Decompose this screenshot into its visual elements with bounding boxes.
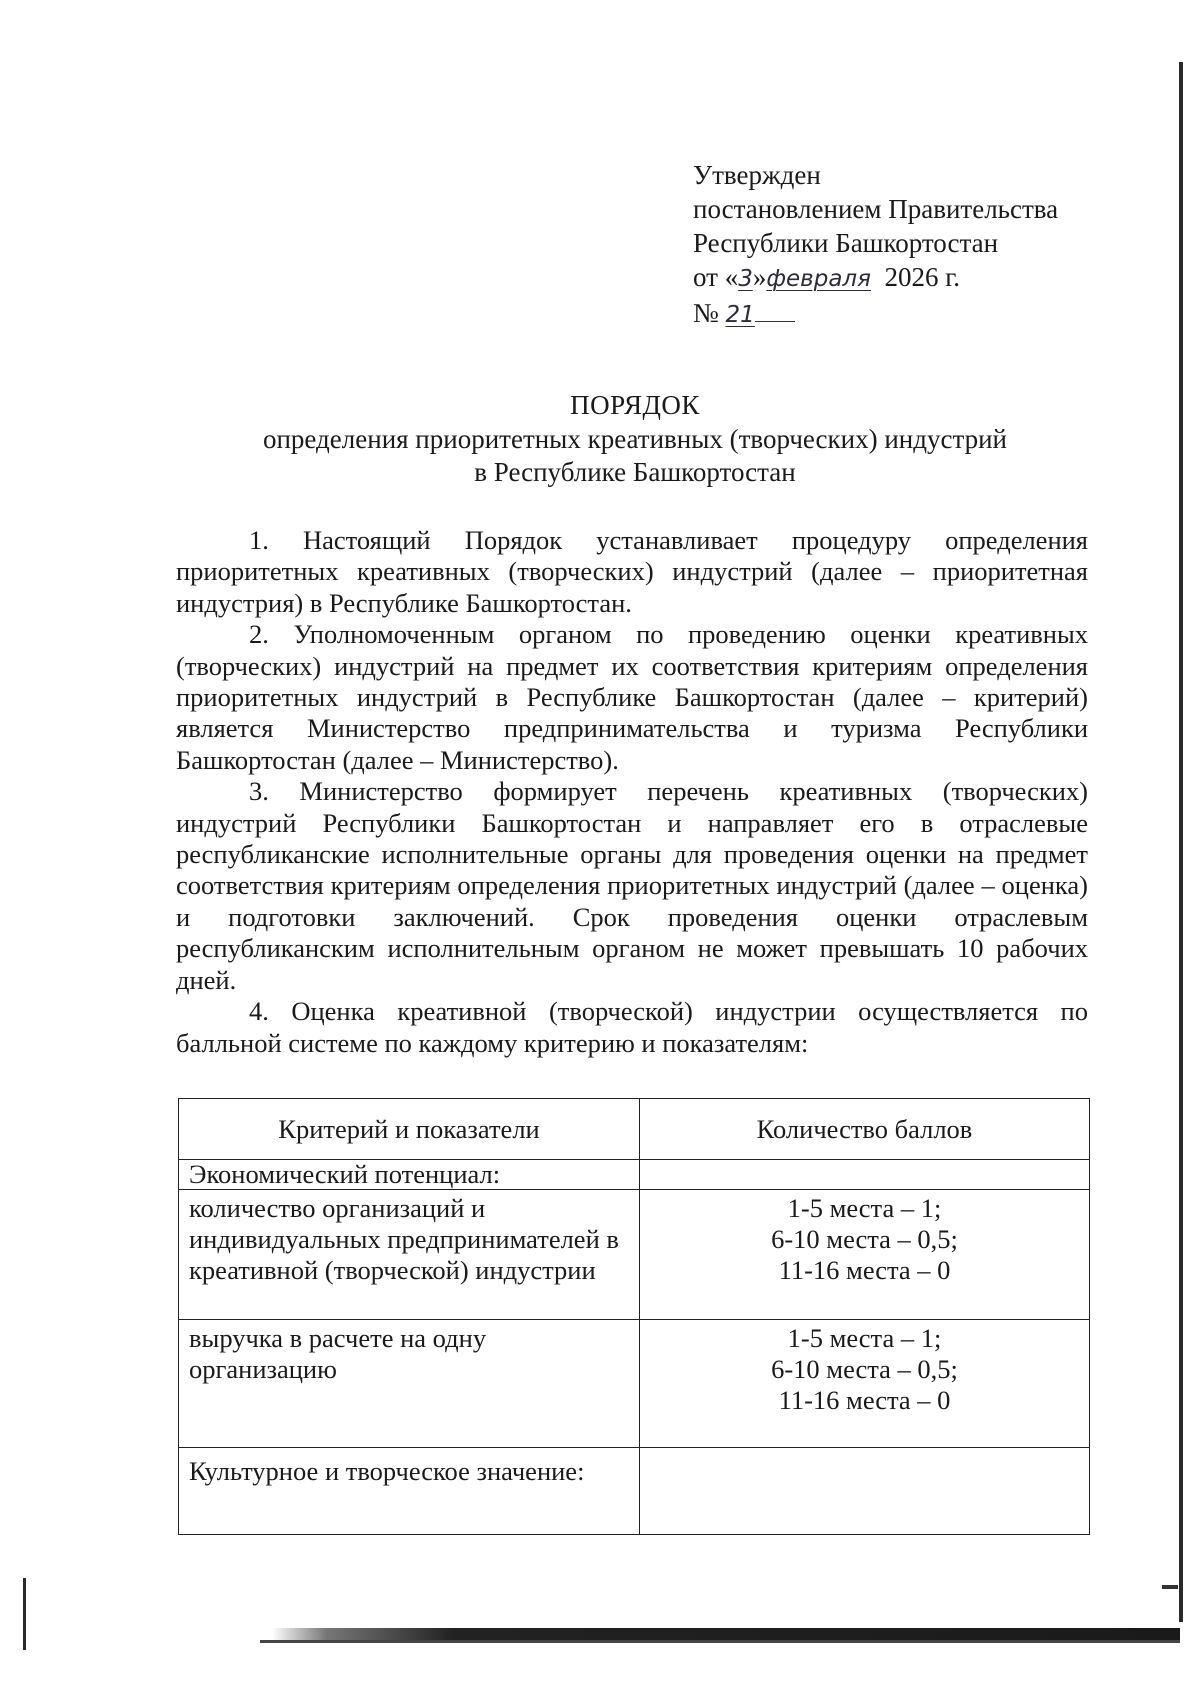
document-body — [176, 525, 1088, 1059]
approval-date-prefix: от « — [693, 262, 739, 292]
table-row — [179, 1190, 1090, 1320]
table-row — [179, 1160, 1090, 1190]
table-row — [179, 1448, 1090, 1535]
approval-date-mid: » — [752, 262, 767, 292]
approval-stamp-block — [693, 158, 1058, 332]
score-line: 1-5 места – 1; — [787, 1323, 942, 1353]
approval-number-prefix: № — [693, 298, 719, 328]
paragraph-2: 2. Уполномоченным органом по проведению оценки креативных (творческих) индустрий на предмет их соответствия критериям определения приоритетных индустрий в Республике Башкортостан (далее – критерий) является Министерство предпринимательства и туризма Республики Башкортостан (далее – Министерство). — [176, 619, 1088, 775]
scan-edge-left — [23, 1578, 26, 1650]
approval-date-line — [693, 260, 1058, 296]
table-metric-revenue: выручка в расчете на одну организацию — [179, 1320, 640, 1448]
table-header-criteria: Критерий и показатели — [179, 1099, 640, 1160]
table-scores-revenue — [640, 1320, 1090, 1448]
paragraph-1: 1. Настоящий Порядок устанавливает процедуру определения приоритетных креативных (творческих) индустрий (далее – приоритетная индустрия) в Республике Башкортостан. — [176, 525, 1088, 618]
approval-line-resolution: постановлением Правительства — [693, 194, 1059, 224]
document-title: ПОРЯДОК — [570, 390, 700, 420]
document-subtitle-line2: в Республике Башкортостан — [474, 457, 796, 487]
score-line: 11-16 места – 0 — [778, 1255, 951, 1285]
table-cell-empty — [640, 1448, 1090, 1535]
approval-date-month: февраля — [766, 266, 871, 292]
scan-edge-bottom-thin — [260, 1640, 1180, 1643]
score-line: 6-10 места – 0,5; — [771, 1354, 958, 1384]
approval-number-line — [693, 296, 1058, 332]
score-line: 11-16 места – 0 — [778, 1385, 951, 1415]
scan-edge-right — [1179, 62, 1183, 1622]
table-group-cultural: Культурное и творческое значение: — [179, 1448, 640, 1535]
approval-number-underline — [755, 299, 795, 322]
approval-number-value: 21 — [725, 302, 755, 328]
table-header-row — [179, 1099, 1090, 1160]
score-line: 6-10 места – 0,5; — [771, 1224, 958, 1254]
table-row — [179, 1320, 1090, 1448]
document-subtitle-line1: определения приоритетных креативных (творческих) индустрий — [262, 424, 1007, 454]
table-cell-empty — [640, 1160, 1090, 1190]
paragraph-3: 3. Министерство формирует перечень креативных (творческих) индустрий Республики Башкортостан и направляет его в отраслевые республиканские исполнительные органы для проведения оценки на предмет соответствия критериям определения приоритетных индустрий (далее – оценка) и подготовки заключений. Срок проведения оценки отраслевым республиканским исполнительным органом не может превышать 10 рабочих дней. — [176, 776, 1088, 995]
approval-date-day: 3 — [738, 266, 753, 292]
approval-line-approved: Утвержден — [693, 160, 821, 190]
table-scores-organizations — [640, 1190, 1090, 1320]
score-line: 1-5 места – 1; — [787, 1193, 942, 1223]
scan-edge-mark — [1162, 1585, 1178, 1589]
approval-line-republic: Республики Башкортостан — [693, 228, 999, 258]
scan-edge-bottom — [272, 1628, 1180, 1640]
approval-date-year: 2026 г. — [884, 262, 960, 292]
paragraph-4: 4. Оценка креативной (творческой) индустрии осуществляется по балльной системе по каждому критерию и показателям: — [176, 996, 1088, 1058]
table-metric-organizations: количество организаций и индивидуальных предпринимателей в креативной (творческой) индустрии — [179, 1190, 640, 1320]
table-group-economic: Экономический потенциал: — [179, 1160, 640, 1190]
criteria-table — [178, 1098, 1090, 1535]
table-header-scores: Количество баллов — [640, 1099, 1090, 1160]
document-title-block — [180, 389, 1090, 489]
